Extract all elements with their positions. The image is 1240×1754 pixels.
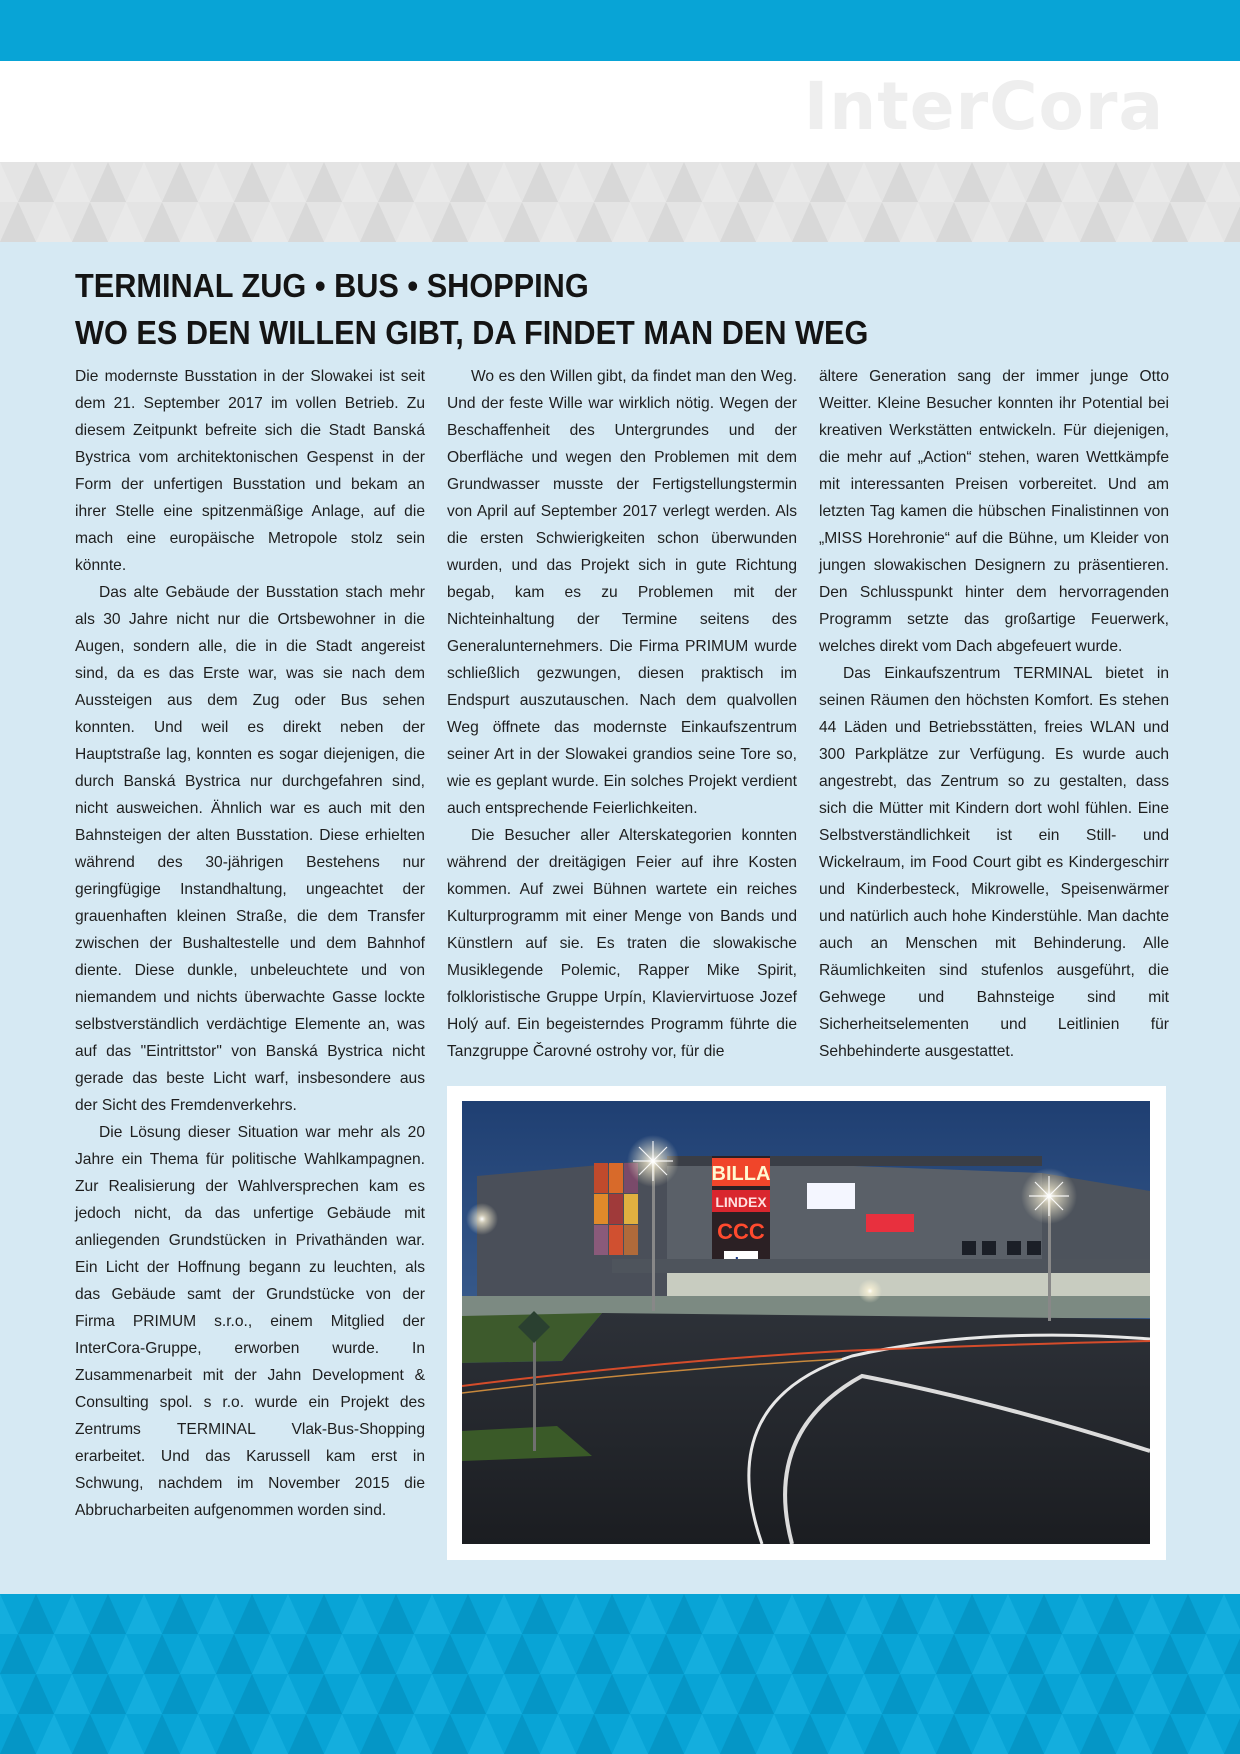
pattern-triangle bbox=[918, 162, 954, 202]
pattern-triangle bbox=[324, 1634, 360, 1674]
street-sign-pole bbox=[533, 1331, 536, 1451]
pattern-triangle bbox=[1170, 162, 1206, 202]
pattern-triangle bbox=[540, 1714, 576, 1754]
pattern-triangle bbox=[882, 1674, 918, 1714]
pattern-triangle bbox=[1152, 1714, 1188, 1754]
pattern-triangle bbox=[990, 162, 1026, 202]
pattern-triangle bbox=[972, 202, 1008, 242]
pattern-triangle bbox=[378, 162, 414, 202]
pattern-triangle bbox=[522, 1594, 558, 1634]
pattern-triangle bbox=[1026, 162, 1062, 202]
pattern-triangle bbox=[504, 202, 540, 242]
intercora-logo: InterCora bbox=[803, 68, 1164, 145]
pattern-triangle bbox=[810, 1594, 846, 1634]
pattern-triangle bbox=[504, 1634, 540, 1674]
pattern-triangle bbox=[468, 1714, 504, 1754]
pattern-triangle bbox=[288, 1634, 324, 1674]
pattern-triangle bbox=[1116, 1714, 1152, 1754]
pattern-triangle bbox=[522, 1674, 558, 1714]
pattern-triangle bbox=[630, 1594, 666, 1634]
white-billboard bbox=[807, 1183, 855, 1209]
pattern-triangle bbox=[468, 1634, 504, 1674]
pattern-triangle bbox=[360, 1714, 396, 1754]
pattern-triangle bbox=[36, 1714, 72, 1754]
pattern-triangle bbox=[1152, 1634, 1188, 1674]
pattern-triangle bbox=[54, 162, 90, 202]
text-column-1 bbox=[75, 363, 425, 1524]
pattern-triangle bbox=[378, 1674, 414, 1714]
pattern-triangle bbox=[576, 202, 612, 242]
pattern-triangle bbox=[72, 202, 108, 242]
pattern-triangle bbox=[540, 1634, 576, 1674]
paragraph: Die Besucher aller Alterskategorien konnten während der dreitägigen Feier auf ihre Kosten kommen. Auf zwei Bühnen wartete ein reiches Kulturprogramm mit einer Menge von Bands und Künstlern auf sie. Es traten die slowakische Musiklegende Polemic, Rapper Mike Spirit, folkloristische Gruppe Urpín, Klaviervirtuose Jozef Holý auf. Ein begeisterndes Programm führte die Tanzgruppe Čarovné ostrohy vor, für die bbox=[447, 827, 797, 1060]
pattern-triangle bbox=[1080, 1634, 1116, 1674]
pattern-triangle bbox=[900, 202, 936, 242]
pattern-triangle bbox=[144, 202, 180, 242]
paragraph: Das Einkaufszentrum TERMINAL bietet in seinen Räumen den höchsten Komfort. Es stehen 44 Läden und Betriebsstätten, freies WLAN und 300 Parkplätze zur Verfügung. Es wurde auch angestrebt, das Zentrum so zu gestalten, dass sich die Mütter mit Kindern dort wohl fühlen. Eine Selbstverständlichkeit ist ein Still- und Wickelraum, im Food Court gibt es Kindergeschirr und Kinderbesteck, Mikrowelle, Speisenwärmer und natürlich auch hohe Kinderstühle. Man dachte auch an Menschen mit Behinderung. Alle Räumlichkeiten sind stufenlos ausgeführt, die Gehwege und Bahnsteige sind mit Sicherheitselementen und Leitlinien für Sehbehinderte ausgestattet. bbox=[819, 665, 1169, 1060]
pattern-triangle bbox=[648, 202, 684, 242]
pattern-triangle bbox=[1224, 202, 1240, 242]
pattern-triangle bbox=[1206, 1594, 1240, 1634]
pattern-triangle bbox=[162, 162, 198, 202]
pattern-triangle bbox=[900, 1714, 936, 1754]
pattern-triangle bbox=[720, 1634, 756, 1674]
title-line-2: WO ES DEN WILLEN GIBT, DA FINDET MAN DEN WEG bbox=[75, 314, 869, 351]
pattern-triangle bbox=[936, 1714, 972, 1754]
pattern-triangle bbox=[540, 202, 576, 242]
pattern-triangle bbox=[162, 1594, 198, 1634]
pattern-triangle bbox=[684, 1634, 720, 1674]
pattern-triangle bbox=[522, 162, 558, 202]
pattern-triangle bbox=[1008, 1634, 1044, 1674]
paragraph: Die modernste Busstation in der Slowakei ist seit dem 21. September 2017 im vollen Betrieb. Zu diesem Zeitpunkt befreite sich die Stadt Banská Bystrica vom architektonischen Gespenst in der Form der unfertigen Busstation und bekam an ihrer Stelle eine spitzenmäßige Anlage, auf die mach eine europäische Metropole stolz sein könnte. bbox=[75, 368, 425, 574]
red-sign bbox=[866, 1214, 914, 1232]
pattern-triangle bbox=[594, 162, 630, 202]
pattern-triangle bbox=[342, 1594, 378, 1634]
pattern-triangle bbox=[1134, 162, 1170, 202]
pattern-triangle bbox=[234, 1594, 270, 1634]
pattern-triangle bbox=[504, 1714, 540, 1754]
pattern-triangle bbox=[1098, 1594, 1134, 1634]
pattern-triangle bbox=[378, 1594, 414, 1634]
pattern-triangle bbox=[306, 1594, 342, 1634]
pattern-triangle bbox=[846, 1674, 882, 1714]
article-title bbox=[75, 262, 868, 356]
pattern-triangle bbox=[414, 1674, 450, 1714]
pattern-triangle bbox=[1116, 1634, 1152, 1674]
pattern-triangle bbox=[252, 202, 288, 242]
pattern-triangle bbox=[612, 202, 648, 242]
pattern-triangle bbox=[1152, 202, 1188, 242]
pattern-triangle bbox=[720, 1714, 756, 1754]
pattern-triangle bbox=[360, 202, 396, 242]
pattern-triangle bbox=[342, 162, 378, 202]
colored-facade-panels bbox=[594, 1163, 638, 1255]
pattern-triangle bbox=[900, 1634, 936, 1674]
pattern-triangle bbox=[684, 202, 720, 242]
pattern-triangle bbox=[828, 1634, 864, 1674]
pattern-triangle bbox=[90, 162, 126, 202]
pattern-triangle bbox=[882, 162, 918, 202]
pattern-triangle bbox=[270, 1594, 306, 1634]
pattern-triangle bbox=[666, 1674, 702, 1714]
pattern-triangle bbox=[432, 202, 468, 242]
pattern-triangle bbox=[144, 1714, 180, 1754]
pattern-triangle bbox=[810, 1674, 846, 1714]
pattern-triangle bbox=[1170, 1594, 1206, 1634]
pattern-triangle bbox=[594, 1594, 630, 1634]
pattern-triangle bbox=[756, 1634, 792, 1674]
pattern-triangle bbox=[720, 202, 756, 242]
pattern-triangle bbox=[558, 1674, 594, 1714]
pattern-triangle bbox=[864, 1714, 900, 1754]
pattern-triangle bbox=[288, 1714, 324, 1754]
pattern-triangle bbox=[126, 1594, 162, 1634]
pattern-triangle bbox=[396, 1714, 432, 1754]
pattern-triangle bbox=[54, 1594, 90, 1634]
pattern-triangle bbox=[108, 1714, 144, 1754]
pattern-triangle bbox=[162, 1674, 198, 1714]
pattern-triangle bbox=[576, 1714, 612, 1754]
pattern-triangle bbox=[180, 202, 216, 242]
pattern-triangle bbox=[1134, 1594, 1170, 1634]
pattern-triangle bbox=[792, 202, 828, 242]
pattern-triangle bbox=[36, 1634, 72, 1674]
title-line-1: TERMINAL ZUG • BUS • SHOPPING bbox=[75, 267, 589, 304]
paragraph: Wo es den Willen gibt, da findet man den Weg. Und der feste Wille war wirklich nötig. Wegen der Beschaffenheit des Untergrundes und der Oberfläche und wegen den Problemen mit dem Grundwasser musste der Fertigstellungstermin von April auf September 2017 verlegt werden. Als die ersten Schwierigkeiten schon überwunden wurden, und das Projekt sich in gute Richtung begab, kam es zu Problemen mit der Nichteinhaltung der Termine seitens des Generalunternehmers. Die Firma PRIMUM wurde schließlich gezwungen, diesen praktisch im Endspurt auszutauschen. Nach dem qualvollen Weg öffnete das modernste Einkaufszentrum seiner Art in der Slowakei grandios seine Tore so, wie es geplant wurde. Ein solches Projekt verdient auch entsprechende Feierlichkeiten. bbox=[447, 368, 797, 817]
pattern-triangle bbox=[486, 1674, 522, 1714]
pattern-triangle bbox=[648, 1714, 684, 1754]
pattern-triangle bbox=[72, 1634, 108, 1674]
pattern-triangle bbox=[18, 1674, 54, 1714]
pattern-triangle bbox=[18, 162, 54, 202]
pattern-triangle bbox=[108, 1634, 144, 1674]
pattern-triangle bbox=[774, 1674, 810, 1714]
pattern-triangle bbox=[594, 1674, 630, 1714]
pattern-triangle bbox=[324, 202, 360, 242]
pattern-triangle bbox=[666, 1594, 702, 1634]
pattern-triangle bbox=[288, 202, 324, 242]
pattern-triangle bbox=[342, 1674, 378, 1714]
pattern-triangle bbox=[612, 1634, 648, 1674]
pattern-triangle bbox=[252, 1634, 288, 1674]
pattern-triangle bbox=[918, 1594, 954, 1634]
pattern-triangle bbox=[0, 202, 36, 242]
pattern-triangle bbox=[306, 1674, 342, 1714]
pattern-triangle bbox=[234, 1674, 270, 1714]
pattern-triangle bbox=[702, 162, 738, 202]
pattern-triangle bbox=[1008, 202, 1044, 242]
lindex-sign: LINDEX bbox=[715, 1194, 767, 1210]
pattern-triangle bbox=[198, 1674, 234, 1714]
pattern-triangle bbox=[108, 202, 144, 242]
pattern-triangle bbox=[1188, 1714, 1224, 1754]
pattern-triangle bbox=[432, 1634, 468, 1674]
pattern-triangle bbox=[450, 1594, 486, 1634]
pattern-triangle bbox=[972, 1714, 1008, 1754]
pattern-triangle bbox=[846, 1594, 882, 1634]
blue-triangle-pattern bbox=[0, 1594, 1240, 1754]
pattern-triangle bbox=[396, 202, 432, 242]
pattern-triangle bbox=[558, 1594, 594, 1634]
pattern-triangle bbox=[306, 162, 342, 202]
pattern-triangle bbox=[702, 1594, 738, 1634]
pattern-triangle bbox=[1224, 1714, 1240, 1754]
pattern-triangle bbox=[1044, 202, 1080, 242]
pattern-triangle bbox=[450, 162, 486, 202]
pattern-triangle bbox=[1098, 162, 1134, 202]
pattern-triangle bbox=[792, 1714, 828, 1754]
paragraph: ältere Generation sang der immer junge Otto Weitter. Kleine Besucher konnten ihr Potential bei kreativen Werkstätten entwickeln. Für diejenigen, die mehr auf „Action“ stehen, waren Wettkämpfe mit interessanten Preisen vorbereitet. Und am letzten Tag kamen die hübschen Finalistinnen von „MISS Horehronie“ auf die Bühne, um Kleider von jungen slowakischen Designern zu präsentieren. Den Schlusspunkt hinter dem hervorragenden Programm setzte das großartige Feuerwerk, welches direkt vom Dach abgefeuert wurde. bbox=[819, 368, 1169, 655]
pattern-triangle bbox=[972, 1634, 1008, 1674]
pattern-triangle bbox=[774, 1594, 810, 1634]
pattern-triangle bbox=[216, 202, 252, 242]
pattern-triangle bbox=[828, 1714, 864, 1754]
pattern-triangle bbox=[90, 1674, 126, 1714]
pattern-triangle bbox=[774, 162, 810, 202]
pattern-triangle bbox=[918, 1674, 954, 1714]
pattern-triangle bbox=[738, 1674, 774, 1714]
pattern-triangle bbox=[432, 1714, 468, 1754]
pattern-triangle bbox=[1062, 162, 1098, 202]
pattern-triangle bbox=[1026, 1594, 1062, 1634]
pattern-triangle bbox=[612, 1714, 648, 1754]
pattern-triangle bbox=[0, 1634, 36, 1674]
pattern-triangle bbox=[846, 162, 882, 202]
pattern-triangle bbox=[216, 1634, 252, 1674]
pattern-triangle bbox=[414, 1594, 450, 1634]
pattern-triangle bbox=[990, 1594, 1026, 1634]
pattern-triangle bbox=[756, 1714, 792, 1754]
pattern-triangle bbox=[270, 1674, 306, 1714]
pattern-triangle bbox=[1044, 1634, 1080, 1674]
pattern-triangle bbox=[252, 1714, 288, 1754]
pattern-triangle bbox=[1098, 1674, 1134, 1714]
pattern-triangle bbox=[414, 162, 450, 202]
pattern-triangle bbox=[828, 202, 864, 242]
pattern-triangle bbox=[1080, 202, 1116, 242]
pattern-triangle bbox=[90, 1594, 126, 1634]
pattern-triangle bbox=[0, 1674, 18, 1714]
pattern-triangle bbox=[684, 1714, 720, 1754]
pattern-triangle bbox=[1170, 1674, 1206, 1714]
pattern-triangle bbox=[936, 1634, 972, 1674]
pattern-triangle bbox=[1080, 1714, 1116, 1754]
pattern-triangle bbox=[630, 162, 666, 202]
pattern-triangle bbox=[1062, 1594, 1098, 1634]
pattern-triangle bbox=[1224, 1634, 1240, 1674]
pattern-triangle bbox=[324, 1714, 360, 1754]
top-accent-bar bbox=[0, 0, 1240, 61]
text-column-2 bbox=[447, 363, 797, 1065]
pattern-triangle bbox=[990, 1674, 1026, 1714]
pattern-triangle bbox=[1008, 1714, 1044, 1754]
terminal-building-photo bbox=[462, 1101, 1150, 1544]
pattern-triangle bbox=[36, 202, 72, 242]
pattern-triangle bbox=[1026, 1674, 1062, 1714]
pattern-triangle bbox=[1206, 1674, 1240, 1714]
pattern-triangle bbox=[126, 1674, 162, 1714]
pattern-triangle bbox=[72, 1714, 108, 1754]
pattern-triangle bbox=[702, 1674, 738, 1714]
pattern-triangle bbox=[954, 1674, 990, 1714]
pattern-triangle bbox=[1044, 1714, 1080, 1754]
pattern-triangle bbox=[954, 1594, 990, 1634]
ccc-sign: CCC bbox=[717, 1219, 765, 1244]
footer-pattern-band bbox=[0, 1594, 1240, 1754]
pattern-triangle bbox=[1116, 202, 1152, 242]
pattern-triangle bbox=[666, 162, 702, 202]
pattern-triangle bbox=[0, 1594, 18, 1634]
pattern-triangle bbox=[360, 1634, 396, 1674]
pattern-triangle bbox=[558, 162, 594, 202]
pattern-triangle bbox=[198, 162, 234, 202]
pattern-triangle bbox=[648, 1634, 684, 1674]
text-column-3 bbox=[819, 363, 1169, 1065]
pattern-triangle bbox=[486, 1594, 522, 1634]
pattern-triangle bbox=[198, 1594, 234, 1634]
night-scene-illustration bbox=[462, 1101, 1150, 1544]
pattern-triangle bbox=[1134, 1674, 1170, 1714]
pattern-triangle bbox=[1206, 162, 1240, 202]
pattern-triangle bbox=[216, 1714, 252, 1754]
pattern-triangle bbox=[0, 162, 18, 202]
billa-sign: BILLA bbox=[711, 1163, 771, 1185]
pattern-triangle bbox=[1188, 1634, 1224, 1674]
pattern-triangle bbox=[630, 1674, 666, 1714]
pattern-triangle bbox=[756, 202, 792, 242]
paragraph: Die Lösung dieser Situation war mehr als 20 Jahre ein Thema für politische Wahlkampagnen. Zur Realisierung der Wahlversprechen kam es jedoch nicht, da das unfertige Gebäude mit anliegenden Grundstücken in Privathänden war. Ein Licht der Hoffnung begann zu leuchten, als das Gebäude samt der Grundstücke von der Firma PRIMUM s.r.o., einem Mitglied der InterCora-Gruppe, erworben wurde. In Zusammenarbeit mit der Jahn Development & Consulting spol. s r.o. wurde ein Projekt des Zentrums TERMINAL Vlak-Bus-Shopping erarbeitet. Und das Karussell kam erst in Schwung, nachdem im November 2015 die Abbrucharbeiten aufgenommen worden sind. bbox=[75, 1124, 425, 1519]
pattern-triangle bbox=[864, 202, 900, 242]
pattern-triangle bbox=[954, 162, 990, 202]
pattern-triangle bbox=[468, 202, 504, 242]
pattern-triangle bbox=[234, 162, 270, 202]
pattern-triangle bbox=[1062, 1674, 1098, 1714]
pattern-triangle bbox=[270, 162, 306, 202]
header-pattern-band bbox=[0, 162, 1240, 242]
pattern-triangle bbox=[738, 162, 774, 202]
pattern-triangle bbox=[18, 1594, 54, 1634]
pattern-triangle bbox=[180, 1634, 216, 1674]
pattern-triangle bbox=[738, 1594, 774, 1634]
pattern-triangle bbox=[810, 162, 846, 202]
pattern-triangle bbox=[864, 1634, 900, 1674]
canopy bbox=[612, 1259, 1150, 1273]
pattern-triangle bbox=[486, 162, 522, 202]
pattern-triangle bbox=[936, 202, 972, 242]
pattern-triangle bbox=[1188, 202, 1224, 242]
pattern-triangle bbox=[792, 1634, 828, 1674]
pattern-triangle bbox=[126, 162, 162, 202]
paragraph: Das alte Gebäude der Busstation stach mehr als 30 Jahre nicht nur die Ortsbewohner in die Augen, sondern alle, die in die Stadt angereist sind, da es das Erste war, was sie nach dem Aussteigen aus dem Zug oder Bus sehen konnten. Und weil es direkt neben der Hauptstraße lag, konnten es sogar diejenigen, die durch Banská Bystrica nur durchgefahren sind, nicht ausweichen. Ähnlich war es auch mit den Bahnsteigen der alten Busstation. Diese erhielten während des 30-jährigen Bestehens nur geringfügige Instandhaltung, ungeachtet der grauenhaften kleinen Straße, die dem Transfer zwischen der Bushaltestelle und dem Bahnhof diente. Diese dunkle, unbeleuchtete und von niemandem und nichts überwachte Gasse lockte selbstverständlich verdächtige Elemente an, was auf das "Eintrittstor" von Banská Bystrica nicht gerade das beste Licht warf, insbesondere aus der Sicht des Fremdenverkehrs. bbox=[75, 584, 425, 1114]
pattern-triangle bbox=[396, 1634, 432, 1674]
pattern-triangle bbox=[450, 1674, 486, 1714]
pattern-triangle bbox=[144, 1634, 180, 1674]
pattern-triangle bbox=[576, 1634, 612, 1674]
pattern-triangle bbox=[0, 1714, 36, 1754]
pattern-triangle bbox=[54, 1674, 90, 1714]
pattern-triangle bbox=[882, 1594, 918, 1634]
gray-triangle-pattern bbox=[0, 162, 1240, 242]
pattern-triangle bbox=[180, 1714, 216, 1754]
